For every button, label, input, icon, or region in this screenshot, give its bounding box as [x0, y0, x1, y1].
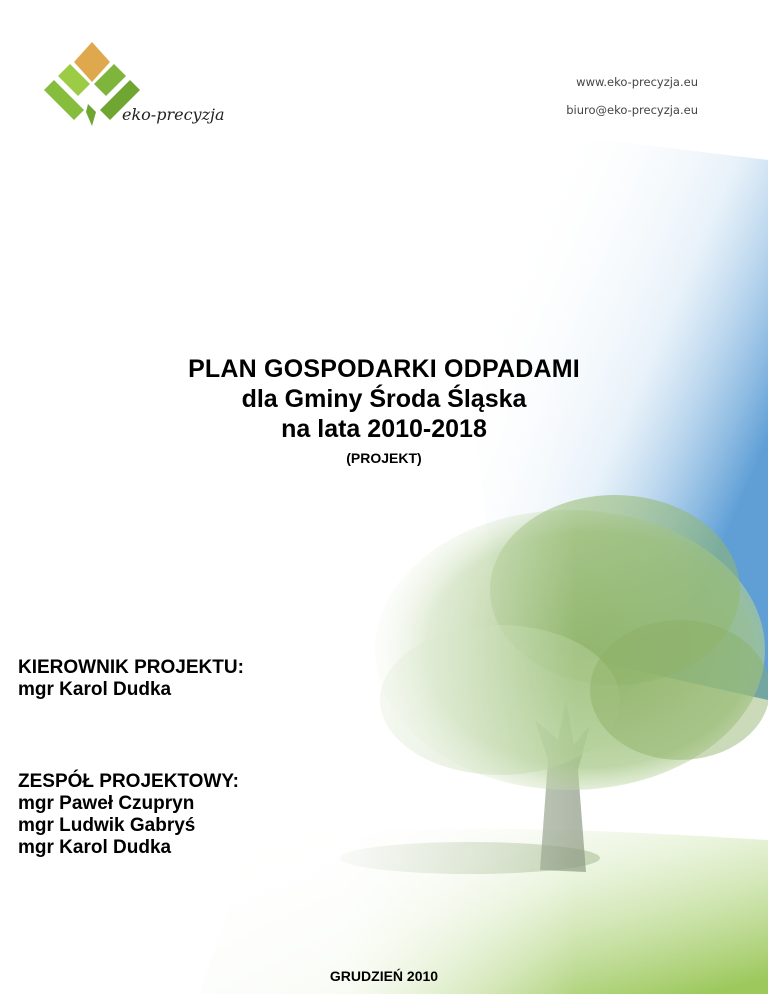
project-team-member: mgr Paweł Czupryn [18, 793, 195, 814]
title-line-3: na lata 2010-2018 [281, 415, 487, 443]
title-note: (PROJEKT) [346, 450, 422, 466]
contact-info [566, 68, 698, 124]
email-link[interactable]: biuro@eko-precyzja.eu [566, 103, 698, 117]
company-logo [40, 42, 240, 142]
project-team-section [18, 771, 239, 859]
project-team-member: mgr Karol Dudka [18, 837, 172, 858]
project-lead-section [18, 657, 244, 701]
title-line-1: PLAN GOSPODARKI ODPADAMI [188, 355, 580, 383]
project-team-member: mgr Ludwik Gabryś [18, 815, 196, 836]
project-team-heading: ZESPÓŁ PROJEKTOWY: [18, 771, 239, 792]
project-lead-heading: KIEROWNIK PROJEKTU: [18, 657, 244, 678]
title-line-2: dla Gminy Środa Śląska [241, 385, 527, 413]
logo-wordmark: eko-precyzja [122, 105, 225, 124]
project-lead-member: mgr Karol Dudka [18, 679, 172, 700]
document-title [0, 354, 768, 468]
document-date: GRUDZIEŃ 2010 [329, 968, 439, 984]
website-link[interactable]: www.eko-precyzja.eu [576, 75, 698, 89]
